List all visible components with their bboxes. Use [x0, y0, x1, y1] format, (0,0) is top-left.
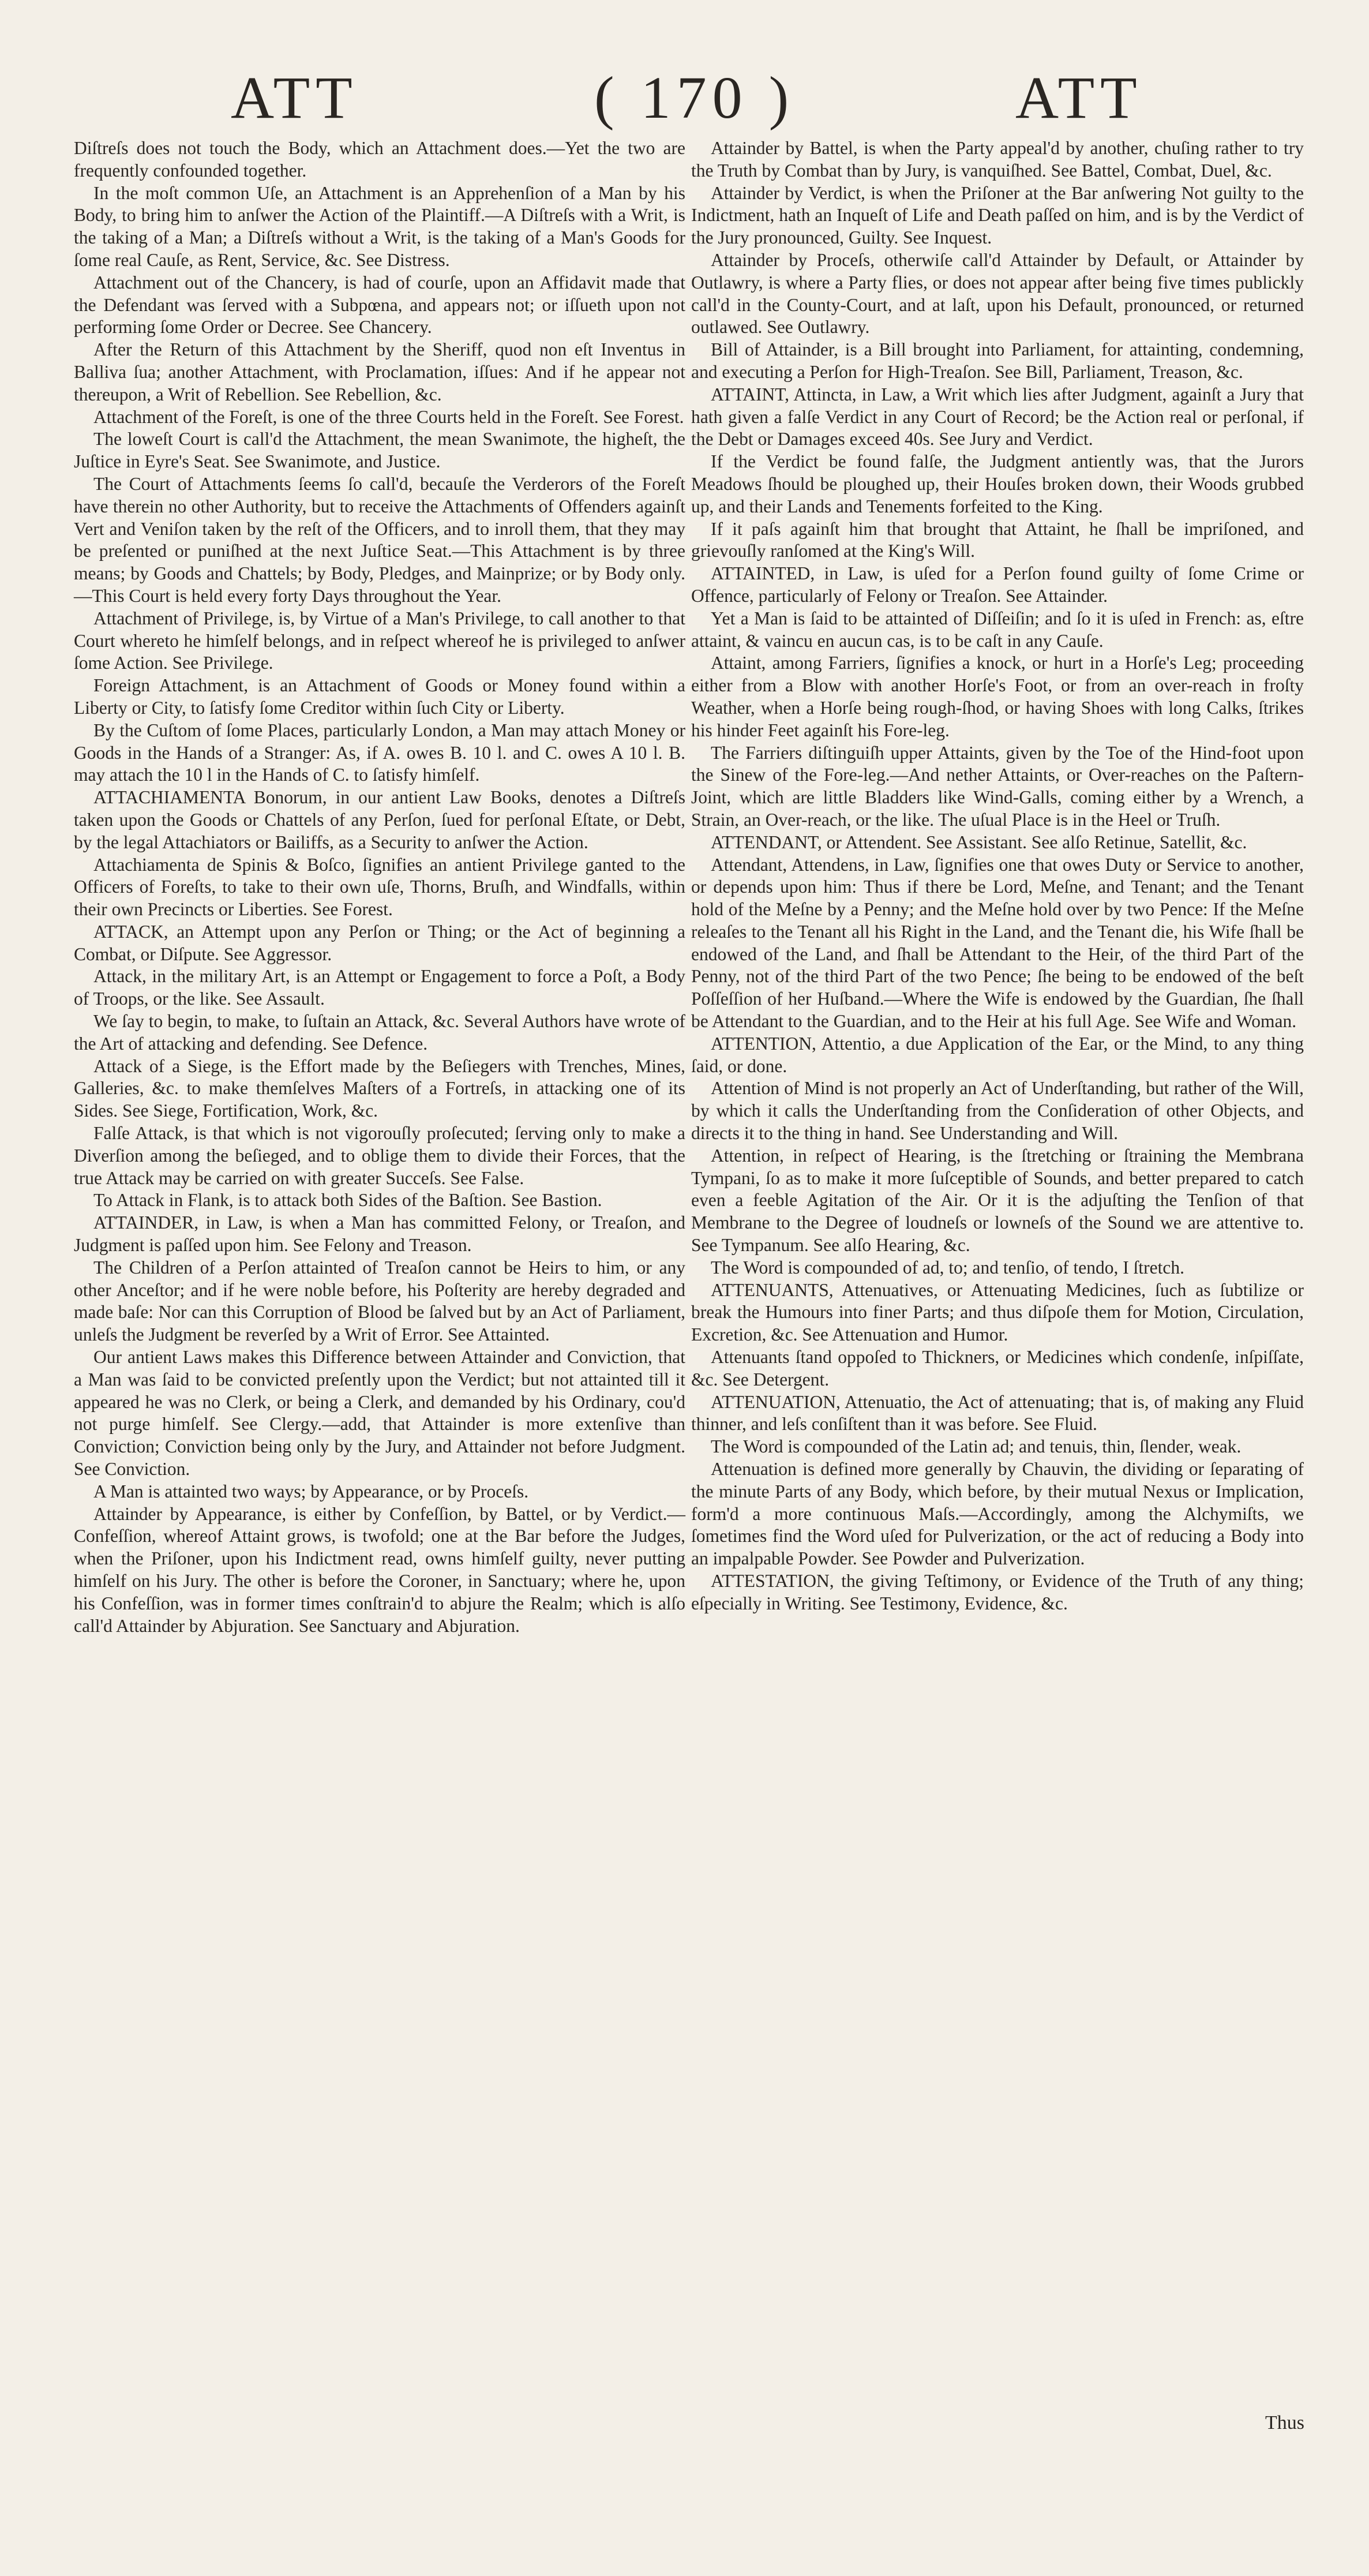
paragraph: ATTAINDER, in Law, is when a Man has committed Felony, or Treaſon, and Judgment is paſſed upon him. See Felony and Treason.	[74, 1212, 685, 1256]
paragraph: Attachment of Privilege, is, by Virtue of a Man's Privilege, to call another to that Court whereto he himſelf belongs, and in reſpect whereof he is privileged to anſwer ſome Action. See Privilege.	[74, 608, 685, 673]
paragraph: The Farriers diſtinguiſh upper Attaints, given by the Toe of the Hind-foot upon the Sinew of the Fore-leg.—And nether Attaints, or Over-reaches on the Paſtern-Joint, which are little Bladders like Wind-Galls, coming either by a Wrench, a Strain, an Over-reach, or the like. The uſual Place is in the Heel or Truſh.	[691, 742, 1304, 830]
paragraph: Bill of Attainder, is a Bill brought into Parliament, for attainting, condemning, and executing a Perſon for High-Treaſon. See Bill, Parliament, Treason, &c.	[691, 339, 1304, 382]
paragraph: By the Cuſtom of ſome Places, particularly London, a Man may attach Money or Goods in the Hands of a Stranger: As, if A. owes B. 10 l. and C. owes A 10 l. B. may attach the 10 l in the Hands of C. to ſatisfy himſelf.	[74, 720, 685, 785]
paragraph: The Children of a Perſon attainted of Treaſon cannot be Heirs to him, or any other Anceſtor; and if he were noble before, his Poſterity are hereby degraded and made baſe: Nor can this Corruption of Blood be ſalved but by an Act of Parliament, unleſs the Judgment be reverſed by a Writ of Error. See Attainted.	[74, 1257, 685, 1345]
paragraph: Attention of Mind is not properly an Act of Underſtanding, but rather of the Will, by which it calls the Underſtanding from the Conſideration of other Objects, and directs it to the thing in hand. See Understanding and Will.	[691, 1078, 1304, 1144]
paragraph: In the moſt common Uſe, an Attachment is an Apprehenſion of a Man by his Body, to bring him to anſwer the Action of the Plaintiff.—A Diſtreſs with a Writ, is the taking of a Man; a Diſtreſs without a Writ, is the taking of a Man's Goods for ſome real Cauſe, as Rent, Service, &c. See Distress.	[74, 182, 685, 270]
paragraph: Attack of a Siege, is the Effort made by the Beſiegers with Trenches, Mines, Galleries, &c. to make themſelves Maſters of a Fortreſs, in attacking one of its Sides. See Siege, Fortification, Work, &c.	[74, 1055, 685, 1121]
paragraph: ATTENUANTS, Attenuatives, or Attenuating Medicines, ſuch as ſubtilize or break the Humours into finer Parts; and thus diſpoſe them for Motion, Circulation, Excretion, &c. See Attenuation and Humor.	[691, 1279, 1304, 1345]
paragraph: Attachiamenta de Spinis & Boſco, ſignifies an antient Privilege ganted to the Officers of Foreſts, to take to their own uſe, Thorns, Bruſh, and Windfalls, within their own Precincts or Liberties. See Forest.	[74, 854, 685, 920]
paragraph: We ſay to begin, to make, to ſuſtain an Attack, &c. Several Authors have wrote of the Art of attacking and defending. See Defence.	[74, 1011, 685, 1054]
paragraph: Attachment of the Foreſt, is one of the three Courts held in the Foreſt. See Forest.	[93, 406, 684, 427]
paragraph: ATTACHIAMENTA Bonorum, in our antient Law Books, denotes a Diſtreſs taken upon the Goods or Chattels of any Perſon, ſued for perſonal Eſtate, or Debt, by the legal Attachiators or Bailiffs, as a Security to anſwer the Action.	[74, 787, 685, 852]
paragraph: Diſtreſs does not touch the Body, which an Attachment does.—Yet the two are frequently confounded together.	[74, 138, 685, 181]
paragraph: ATTENUATION, Attenuatio, the Act of attenuating; that is, of making any Fluid thinner, and leſs conſiſtent than it was before. See Fluid.	[691, 1391, 1304, 1435]
catchword: Thus	[1265, 2412, 1304, 2433]
paragraph: ATTENTION, Attentio, a due Application of the Ear, or the Mind, to any thing ſaid, or done.	[691, 1033, 1304, 1076]
paragraph: Attack, in the military Art, is an Attempt or Engagement to force a Poſt, a Body of Troops, or the like. See Assault.	[74, 966, 685, 1009]
paragraph: The loweſt Court is call'd the Attachment, the mean Swanimote, the higheſt, the Juſtice in Eyre's Seat. See Swanimote, and Justice.	[74, 429, 685, 472]
page-number: ( 170 )	[594, 65, 795, 131]
paragraph: Attention, in reſpect of Hearing, is the ſtretching or ſtraining the Membrana Tympani, ſo as to make it more ſuſceptible of Sounds, and better prepared to catch even a feeble Agitation of the Air. Or it is the adjuſting the Tenſion of that Membrane to the Degree of loudneſs or lowneſs of the Sound we are attentive to. See Tympanum. See alſo Hearing, &c.	[691, 1145, 1304, 1256]
paragraph: Attainder by Appearance, is either by Confeſſion, by Battel, or by Verdict.—Confeſſion, whereof Attaint grows, is twofold; one at the Bar before the Judges, when the Priſoner, upon his Indictment read, owns himſelf guilty, never putting himſelf on his Jury. The other is before the Coroner, in Sanctuary; where he, upon his Confeſſion, was in former times conſtrain'd to abjure the Realm; which is alſo call'd Attainder by Abjuration. See Sanctuary and Abjuration.	[74, 1503, 685, 1636]
paragraph: Attainder by Battel, is when the Party appeal'd by another, chuſing rather to try the Truth by Combat than by Jury, is vanquiſhed. See Battel, Combat, Duel, &c.	[691, 138, 1304, 181]
running-header	[0, 63, 1369, 133]
paragraph: Attainder by Verdict, is when the Priſoner at the Bar anſwering Not guilty to the Indictment, hath an Inqueſt of Life and Death paſſed on him, and is by the Verdict of the Jury pronounced, Guilty. See Inquest.	[691, 182, 1304, 248]
paragraph: Our antient Laws makes this Difference between Attainder and Conviction, that a Man was ſaid to be convicted preſently upon the Verdict; but not attainted till it appeared he was no Clerk, or being a Clerk, and demanded by his Ordinary, cou'd not purge himſelf. See Clergy.—add, that Attainder is more extenſive than Conviction; Conviction being only by the Jury, and Attainder not before Judgment. See Conviction.	[74, 1347, 685, 1480]
header-left-catchword: ATT	[231, 65, 358, 131]
paragraph: The Word is compounded of ad, to; and tenſio, of tendo, I ſtretch.	[711, 1257, 1184, 1278]
paragraph: Attaint, among Farriers, ſignifies a knock, or hurt in a Horſe's Leg; proceeding either from a Blow with another Horſe's Foot, or from an over-reach in froſty Weather, when a Horſe being rough-ſhod, or having Shoes with long Calks, ſtrikes his hinder Feet againſt his Fore-leg.	[691, 653, 1304, 740]
paragraph: The Court of Attachments ſeems ſo call'd, becauſe the Verderors of the Foreſt have therein no other Authority, but to receive the Attachments of Offenders againſt Vert and Veniſon taken by the reſt of the Officers, and to inroll them, that they may be preſented or puniſhed at the next Juſtice Seat.—This Attachment is by three means; by Goods and Chattels; by Body, Pledges, and Mainprize; or by Body only.—This Court is held every forty Days throughout the Year.	[74, 473, 685, 606]
right-column	[691, 137, 1304, 1615]
paragraph: Attendant, Attendens, in Law, ſignifies one that owes Duty or Service to another, or depends upon him: Thus if there be Lord, Meſne, and Tenant; and the Tenant hold of the Meſne by a Penny; and the Meſne hold over by two Pence: If the Meſne releaſes to the Tenant all his Right in the Land, and the Tenant die, his Wife ſhall be endowed of the Land, and ſhall be Attendant to the Heir, of the third Part of the Penny, not of the third Part of the two Pence; ſhe being to be endowed of the beſt Poſſeſſion of her Huſband.—Where the Wife is endowed by the Guardian, ſhe ſhall be Attendant to the Guardian, and to the Heir at his full Age. See Wife and Woman.	[691, 854, 1304, 1032]
paragraph: ATTAINT, Attincta, in Law, a Writ which lies after Judgment, againſt a Jury that hath given a falſe Verdict in any Court of Record; be the Action real or perſonal, if the Debt or Damages exceed 40s. See Jury and Verdict.	[691, 384, 1304, 450]
paragraph: ATTAINTED, in Law, is uſed for a Perſon found guilty of ſome Crime or Offence, particularly of Felony or Treaſon. See Attainder.	[691, 563, 1304, 606]
paragraph: ATTENDANT, or Attendent. See Assistant. See alſo Retinue, Satellit, &c.	[711, 832, 1247, 852]
paragraph: Attenuants ſtand oppoſed to Thickners, or Medicines which condenſe, inſpiſſate, &c. See Detergent.	[691, 1347, 1304, 1390]
paragraph: Attainder by Proceſs, otherwiſe call'd Attainder by Default, or Attainder by Outlawry, is where a Party flies, or does not appear after being five times publickly call'd in the County-Court, and at laſt, upon his Default, pronounced, or returned outlawed. See Outlawry.	[691, 249, 1304, 338]
paragraph: If the Verdict be found falſe, the Judgment antiently was, that the Jurors Meadows ſhould be ploughed up, their Houſes broken down, their Woods grubbed up, and their Lands and Tenements forfeited to the King.	[691, 451, 1304, 516]
left-column	[74, 137, 685, 1637]
paragraph: After the Return of this Attachment by the Sheriff, quod non eſt Inventus in Balliva ſua; another Attachment, with Proclamation, iſſues: And if he appear not thereupon, a Writ of Rebellion. See Rebellion, &c.	[74, 339, 685, 405]
paragraph: ATTACK, an Attempt upon any Perſon or Thing; or the Act of beginning a Combat, or Diſpute. See Aggressor.	[74, 921, 685, 964]
header-right-catchword: ATT	[1015, 65, 1143, 131]
paragraph: Yet a Man is ſaid to be attainted of Diſſeiſin; and ſo it is uſed in French: as, eſtre attaint, & vaincu en aucun cas, is to be caſt in any Cauſe.	[691, 608, 1304, 651]
paragraph: If it paſs againſt him that brought that Attaint, he ſhall be impriſoned, and grievouſly ranſomed at the King's Will.	[691, 518, 1304, 561]
paragraph: To Attack in Flank, is to attack both Sides of the Baſtion. See Bastion.	[93, 1190, 602, 1211]
paragraph: Attenuation is defined more generally by Chauvin, the dividing or ſeparating of the minute Parts of any Body, which before, by their mutual Nexus or Implication, form'd a more continuous Maſs.—Accordingly, among the Alchymiſts, we ſometimes find the Word uſed for Pulverization, or the act of reducing a Body into an impalpable Powder. See Powder and Pulverization.	[691, 1459, 1304, 1569]
paragraph: Falſe Attack, is that which is not vigorouſly proſecuted; ſerving only to make a Diverſion among the beſieged, and to oblige them to divide their Forces, that the true Attack may be carried on with greater Succeſs. See False.	[74, 1123, 685, 1188]
paragraph: ATTESTATION, the giving Teſtimony, or Evidence of the Truth of any thing; eſpecially in Writing. See Testimony, Evidence, &c.	[691, 1571, 1304, 1613]
paragraph: Attachment out of the Chancery, is had of courſe, upon an Affidavit made that the Defendant was ſerved with a Subpœna, and appears not; or iſſueth upon not performing ſome Order or Decree. See Chancery.	[74, 272, 685, 338]
paragraph: The Word is compounded of the Latin ad; and tenuis, thin, ſlender, weak.	[711, 1436, 1242, 1457]
paragraph: A Man is attainted two ways; by Appearance, or by Proceſs.	[93, 1481, 529, 1502]
paragraph: Foreign Attachment, is an Attachment of Goods or Money found within a Liberty or City, to ſatisfy ſome Creditor within ſuch City or Liberty.	[74, 675, 685, 718]
